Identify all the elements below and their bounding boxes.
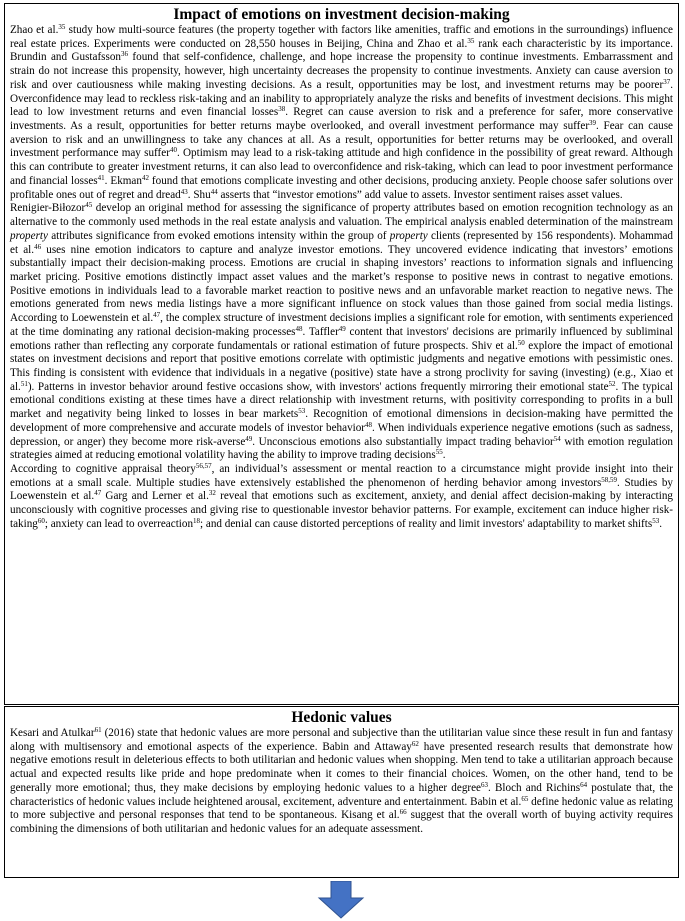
citation-ref: 46 — [34, 242, 42, 251]
citation-ref: 42 — [141, 173, 149, 182]
citation-ref: 60 — [37, 516, 45, 525]
citation-ref: 44 — [210, 187, 218, 196]
citation-ref: 49 — [338, 324, 346, 333]
paragraph-3: According to cognitive appraisal theory$^{56,57}$, an individual’s assessment or mental reaction to a circumstance might provide insight into their emotions at a small scale. Multiple studies have extensively established the phenomenon of herding behavior among investors$^{58,59}$. Studies by Loewenstein et al.$^{47}$ Garg and Lerner et al.$^{32}$ reveal that emotions such as excitement, anxiety, and denial affect decision-making by interacting unconsciously with cognitive processes and giving rise to questionable investor behavior patterns. For example, excitement can induce higher risk-taking$^{60}$; anxiety can lead to overreaction$^{18}$; and denial can cause distorted perceptions of reality and limit investors' adaptability to market shifts$^{53}$. — [10, 462, 673, 530]
citation-ref: 53 — [298, 407, 306, 416]
citation-ref: 48 — [295, 324, 303, 333]
citation-ref: 35 — [58, 23, 66, 31]
citation-ref: 47 — [94, 489, 102, 498]
citation-ref: 50 — [517, 338, 525, 347]
emotions-section — [4, 3, 679, 705]
citation-ref: 45 — [85, 201, 93, 210]
section-title: Hedonic values — [291, 709, 392, 726]
citation-ref: 53 — [652, 516, 660, 525]
citation-ref: 38 — [278, 105, 286, 114]
hedonic-values-section — [4, 706, 679, 878]
citation-ref: 39 — [589, 119, 597, 128]
citation-ref: 49 — [245, 434, 253, 443]
citation-ref: 64 — [580, 780, 588, 789]
citation-ref: 40 — [169, 146, 177, 155]
citation-ref: 36 — [121, 50, 128, 59]
citation-ref: 54 — [553, 434, 561, 443]
citation-ref: 62 — [411, 739, 419, 748]
citation-ref: 65 — [521, 794, 529, 803]
citation-ref: 61 — [94, 726, 102, 734]
citation-ref: 55 — [435, 448, 443, 457]
citation-ref: 43 — [180, 187, 188, 196]
section-title: Impact of emotions on investment decision-making — [173, 6, 510, 23]
citation-ref: 47 — [153, 311, 161, 320]
paragraph-1: Zhao et al.$^{35}$ study how multi-source features (the property together with factors like amenities, traffic and emotions in the surroundings) influence real estate prices. Experiments were conducted on 28,550 houses in Beijing, China and Zhao et al.$^{35}$ rank each characteristic by its importance. Brundin and Gustafsson$^{36}$ found that self-confidence, challenge, and hope increase the propensity to continue investments. Embarrassment and strain do not increase this propensity, however, high uncertainty decreases the propensity to continue investments. Anxiety can cause aversion to risk and over cautiousness while making investing decisions. As a result, opportunities may be lost, and investment returns may be poorer$^{37}$. Overconfidence may lead to reckless risk-taking and an inability to appropriately analyze the risks and benefits of investment decisions. This might lead to low investment returns and even financial losses$^{38}$. Regret can cause aversion to risk and a preference for safer, more conservative investments. As a result, opportunities for better returns maybe overlooked, and overall investment performance may suffer$^{39}$. Fear can cause aversion to risk and an unwillingness to take any chances at all. As a result, opportunities for better returns may be overlooked, and overall investment performance may suffer$^{40}$. Optimism may lead to a risk-taking attitude and high confidence in the possibility of great reward. Although this can contribute to greater investment returns, it can also lead to overconfidence and risk-taking, which can lead to poor investment performance and financial losses$^{41}$. Ekman$^{42}$ found that emotions complicate investing and other decisions, producing anxiety. People choose safer solutions over profitable ones out of regret and dread$^{43}$. Shu$^{44}$ asserts that “investor emotions” add value to assets. Investor sentiment raises asset values. — [10, 23, 674, 201]
citation-ref: 32 — [208, 489, 216, 498]
citation-ref: 63 — [481, 780, 488, 789]
down-arrow-icon — [317, 881, 365, 919]
paragraph-1: Kesari and Atulkar$^{61}$ (2016) state that hedonic values are more personal and subjective than the utilitarian value since these result in fun and fantasy along with multisensory and emotional aspects of the experience. Babin and Attaway$^{62}$ have presented research results that demonstrate how negative emotions result in deleterious effects to both utilitarian and hedonic values when shopping. Men tend to take a utilitarian approach because actual and expected results like pride and hope predominate when it comes to their financial choices. Women, on the other hand, tend to be generally more emotional; thus, they make decisions by employing hedonic values to a higher degree$^{63}$. Bloch and Richins$^{64}$ postulate that, the characteristics of hedonic values include heightened arousal, excitement, adventure and entertainment. Babin et al.$^{65}$ define hedonic value as relating to more subjective and personal responses that tend to be spontaneous. Kisang et al.$^{66}$ suggest that the overall worth of buying activity requires combining the dimensions of both utilitarian and hedonic values for an adequate assessment. — [10, 726, 673, 836]
citation-ref: 51 — [20, 379, 28, 388]
citation-ref: 35 — [467, 36, 475, 45]
citation-ref: 58,59 — [601, 475, 618, 484]
citation-ref: 48 — [365, 420, 373, 429]
paragraph-2: Renigier-Biłozor$^{45}$ develop an original method for assessing the significance of property attributes based on emotion recognition technology as an alternative to the commonly used methods in the real estate analysis and valuation. The empirical analysis enabled determination of the mainstream property attributes significance from evoked emotions intensity within the group of property clients (represented by 156 respondents). Mohammad et al.$^{46}$ uses nine emotion indicators to capture and analyze investor emotions. They uncovered evidence indicating that investors’ emotions substantially impact their decision-making process. Emotions are crucial in shaping investors’ reactions to information signals and influencing market pricing. Positive emotions distinctly impact asset values and the market’s response to positive news in contrast to negative emotions. Positive emotions in individuals lead to a favorable market reaction to positive news and an unfavorable market reaction to negative news. The emotions generated from news media listings have a more significant influence on stock values than those gained from social media listings. According to Loewenstein et al.$^{47}$, the complex structure of investment decisions implies a significant role for emotion, with sentiments experienced at the time dominating any rational decision-making processes$^{48}$. Taffler$^{49}$ content that investors' decisions are primarily influenced by subliminal emotions rather than reflecting any corporate fundamentals or rational estimation of future prospects. Shiv et al.$^{50}$ explore the impact of emotional states on investment decisions and report that positive emotions correlate with optimistic judgments and negative emotions with pessimistic ones. This finding is consistent with evidence that individuals in a negative (positive) state have a strong proclivity for saving (investing) (e.g., Xiao et al.$^{51}$). Patterns in investor behavior around festive occasions show, with investors' actions frequently mirroring their emotional state$^{52}$. The typical emotional conditions existing at these times have a direct relationship with investment returns, with positivity corresponding to profits in a bull market and negativity being linked to losses in bear markets$^{53}$. Recognition of emotional dimensions in decision-making have permitted the development of more comprehensive and accurate models of investor behavior$^{48}$. When individuals experience negative emotions (such as sadness, depression, or anger) they become more risk-averse$^{49}$. Unconscious emotions also substantially impact trading behavior$^{54}$ with emotion regulation strategies aimed at reducing emotional volatility having the ability to improve trading decisions$^{55}$. — [10, 201, 673, 462]
citation-ref: 66 — [399, 808, 407, 817]
citation-ref: 37 — [663, 77, 671, 86]
citation-ref: 18 — [193, 516, 201, 525]
citation-ref: 56,57 — [195, 462, 212, 470]
citation-ref: 41 — [97, 173, 105, 182]
citation-ref: 52 — [608, 379, 616, 388]
